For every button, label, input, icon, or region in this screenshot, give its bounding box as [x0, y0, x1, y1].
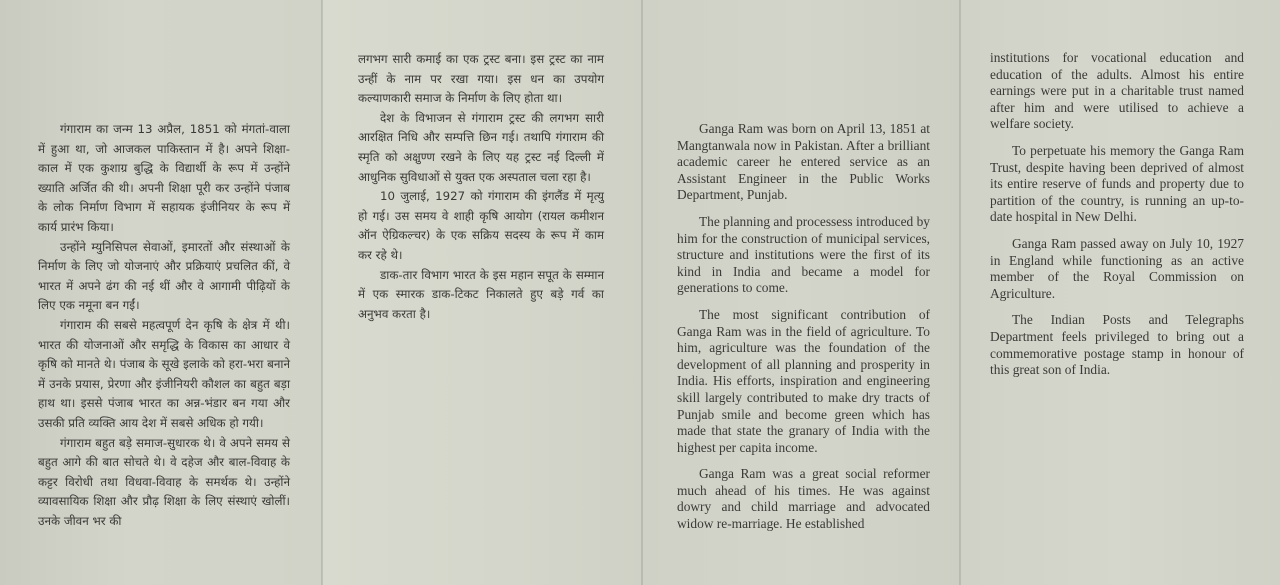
hindi-paragraph: गंगाराम की सबसे महत्वपूर्ण देन कृषि के क्षेत्र में थी। भारत की योजनाओं और समृद्धि के विकास का आधार वे कृषि को मानते थे। पंजाब के सूखे इलाके को हरा-भरा बनाने में उनके प्रयास, प्रेरणा और इंजीनियरी कौशल का बहुत बड़ा हाथ था। इससे पंजाब भारत का अन्न-भंडार बन गया और उसकी प्रति व्यक्ति आय देश में सबसे अधिक हो गयी।	[38, 317, 290, 430]
hindi-paragraph: उन्होंने म्युनिसिपल सेवाओं, इमारतों और संस्थाओं के निर्माण के लिए जो योजनाएं और प्रक्रियाएं प्रचलित कीं, वे भारत में अपने ढंग की नई थीं और वे आगामी पीढ़ियों के लिए एक नमूना बन गईं।	[38, 239, 290, 313]
english-column-2	[990, 50, 1244, 389]
hindi-paragraph: देश के विभाजन से गंगाराम ट्रस्ट की लगभग सारी आरक्षित निधि और सम्पत्ति छिन गई। तथापि गंगाराम की स्मृति को अक्षुण्ण रखने के लिए यह ट्रस्ट नई दिल्ली में आधुनिक सुविधाओं से युक्त एक अस्पताल चला रहा है।	[358, 110, 604, 184]
english-paragraph: institutions for vocational education and education of the adults. Almost his entire earnings were put in a charitable trust named after him and were utilised to achieve a welfare society.	[990, 50, 1244, 132]
english-paragraph: The planning and processess introduced by him for the construction of municipal services, structure and institutions were the first of its kind in India and became a model for generations to come.	[677, 213, 930, 296]
fold-line	[641, 0, 643, 585]
hindi-column-1	[38, 120, 290, 531]
fold-line	[959, 0, 961, 585]
english-column-1	[677, 121, 930, 543]
hindi-paragraph: 10 जुलाई, 1927 को गंगाराम की इंगलैंड में मृत्यु हो गई। उस समय वे शाही कृषि आयोग (रायल कमीशन ऑन ऐग्रिकल्चर) के एक सक्रिय सदस्य के रूप में काम कर रहे थे।	[358, 189, 604, 262]
hindi-paragraph: गंगाराम बहुत बड़े समाज-सुधारक थे। वे अपने समय से बहुत आगे की बात सोचते थे। वे दहेज और बाल-विवाह के कट्टर विरोधी तथा विधवा-विवाह के समर्थक थे। उन्होंने व्यावसायिक शिक्षा और प्रौढ़ शिक्षा के लिए संस्थाएं खोलीं। उनके जीवन भर की	[38, 435, 290, 528]
english-paragraph: Ganga Ram passed away on July 10, 1927 in England while functioning as an active member of the Royal Commission on Agriculture.	[990, 235, 1244, 301]
hindi-paragraph: गंगाराम का जन्म 13 अप्रैल, 1851 को मंगतां-वाला में हुआ था, जो आजकल पाकिस्तान में है। अपने शिक्षा-काल में एक कुशाग्र बुद्धि के विद्यार्थी के रूप में उन्होंने ख्याति अर्जित की थी। अपनी शिक्षा पूरी कर उन्होंने पंजाब के लोक निर्माण विभाग में सहायक इंजीनियर के रूप में कार्य प्रारंभ किया।	[38, 122, 290, 234]
english-paragraph: To perpetuate his memory the Ganga Ram Trust, despite having been deprived of almost its entire reserve of funds and property due to partition of the country, is running an up-to-date hospital in New Delhi.	[990, 142, 1244, 225]
hindi-column-2	[358, 50, 604, 324]
hindi-paragraph: लगभग सारी कमाई का एक ट्रस्ट बना। इस ट्रस्ट का नाम उन्हीं के नाम पर रखा गया। इस धन का उपयोग कल्याणकारी समाज के निर्माण के लिए होता था।	[358, 52, 604, 106]
fold-line	[321, 0, 323, 585]
english-paragraph: Ganga Ram was a great social reformer much ahead of his times. He was against dowry and child marriage and advocated widow re-marriage. He established	[677, 466, 930, 532]
hindi-paragraph: डाक-तार विभाग भारत के इस महान सपूत के सम्मान में एक स्मारक डाक-टिकट निकालते हुए बड़े गर्व का अनुभव करता है।	[358, 267, 604, 321]
english-paragraph: Ganga Ram was born on April 13, 1851 at Mangtanwala now in Pakistan. After a brilliant academic career he entered service as an Assistant Engineer in the Public Works Department, Punjab.	[677, 121, 930, 203]
english-paragraph: The most significant contribution of Ganga Ram was in the field of agriculture. To him, agriculture was the foundation of the development of all planning and prosperity in India. His efforts, inspiration and engineering skill largely contributed to make dry tracts of Punjab smile and become green which has made that state the granary of India with the highest per capita income.	[677, 306, 930, 455]
english-paragraph: The Indian Posts and Telegraphs Department feels privileged to bring out a commemorative postage stamp in honour of this great son of India.	[990, 312, 1244, 378]
